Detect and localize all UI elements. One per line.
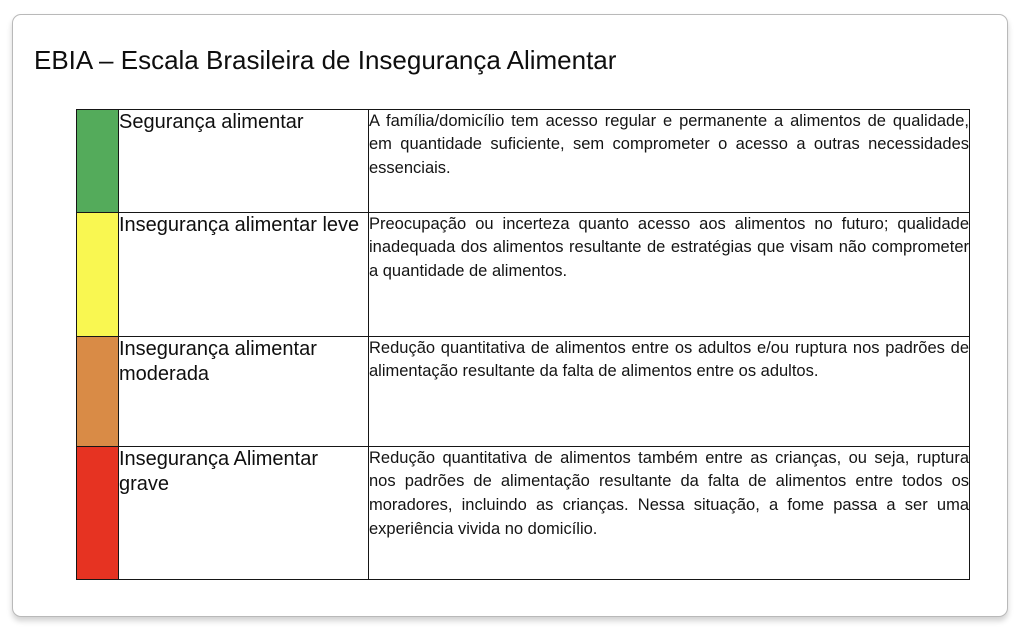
table-row [77, 109, 970, 212]
table-row [77, 336, 970, 446]
severity-description: A família/domicílio tem acesso regular e permanente a alimentos de qualidade, em quantidade suficiente, sem comprometer o acesso a outras necessidades essenciais. [369, 109, 970, 212]
severity-color-cell-orange [77, 336, 119, 446]
severity-color-cell-red [77, 446, 119, 579]
severity-description: Preocupação ou incerteza quanto acesso aos alimentos no futuro; qualidade inadequada dos alimentos resultante de estratégias que visam não comprometer a quantidade de alimentos. [369, 212, 970, 336]
document-card [12, 14, 1008, 617]
table-row [77, 446, 970, 579]
severity-label: Segurança alimentar [119, 109, 369, 212]
page-title: EBIA – Escala Brasileira de Insegurança Alimentar [34, 45, 617, 75]
severity-color-cell-yellow [77, 212, 119, 336]
table-row [77, 212, 970, 336]
severity-description: Redução quantitativa de alimentos também entre as crianças, ou seja, ruptura nos padrões de alimentação resultante da falta de alimentos entre todos os moradores, incluindo as crianças. Nessa situação, a fome passa a ser uma experiência vivida no domicílio. [369, 446, 970, 579]
severity-description: Redução quantitativa de alimentos entre os adultos e/ou ruptura nos padrões de alimentação resultante da falta de alimentos entre os adultos. [369, 336, 970, 446]
severity-label: Insegurança alimentar leve [119, 212, 369, 336]
severity-label: Insegurança alimentar moderada [119, 336, 369, 446]
classification-table [76, 109, 970, 580]
severity-color-cell-green [77, 109, 119, 212]
severity-label: Insegurança Alimentar grave [119, 446, 369, 579]
